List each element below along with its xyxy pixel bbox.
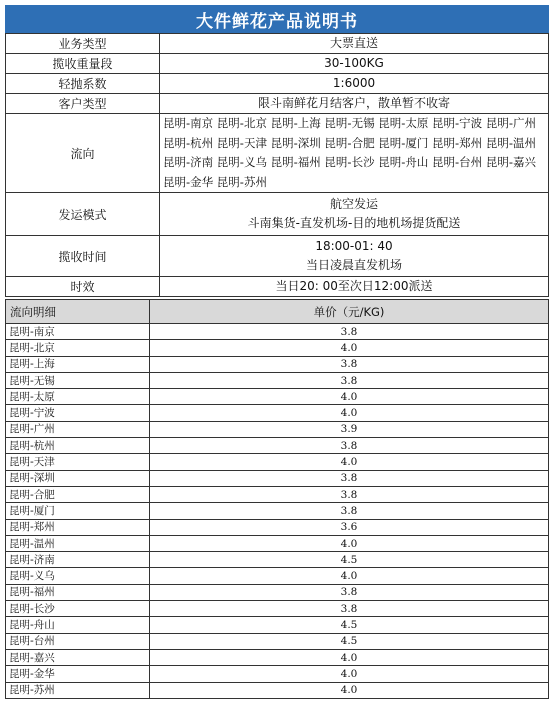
price-cell: 3.8 [150, 584, 549, 600]
table-row [6, 617, 549, 633]
business-type-value: 大票直送 [160, 34, 549, 54]
price-cell: 4.0 [150, 535, 549, 551]
price-cell: 4.5 [150, 633, 549, 649]
document-title: 大件鲜花产品说明书 [5, 5, 549, 33]
table-row [6, 486, 549, 502]
volume-ratio-label: 轻抛系数 [6, 74, 160, 94]
customer-type-label: 客户类型 [6, 94, 160, 114]
route-cell: 昆明-长沙 [6, 601, 150, 617]
pickup-time-line2: 当日凌晨直发机场 [305, 258, 402, 273]
price-cell: 4.0 [150, 454, 549, 470]
table-row [6, 601, 549, 617]
row-customer-type [6, 94, 549, 114]
header-route: 流向明细 [6, 300, 150, 324]
route-cell: 昆明-台州 [6, 633, 150, 649]
pickup-time-value [160, 236, 549, 277]
route-cell: 昆明-福州 [6, 584, 150, 600]
price-cell: 3.6 [150, 519, 549, 535]
table-row [6, 470, 549, 486]
table-row [6, 535, 549, 551]
price-cell: 4.0 [150, 389, 549, 405]
shipping-mode-label: 发运模式 [6, 193, 160, 236]
table-row [6, 552, 549, 568]
rate-table-header [6, 300, 549, 324]
table-row [6, 649, 549, 665]
price-cell: 4.0 [150, 682, 549, 698]
header-price: 单价（元/KG) [150, 300, 549, 324]
price-cell: 4.5 [150, 552, 549, 568]
weight-range-value: 30-100KG [160, 54, 549, 74]
route-cell: 昆明-宁波 [6, 405, 150, 421]
product-info-table [5, 33, 549, 297]
row-shipping-mode [6, 193, 549, 236]
table-row [6, 438, 549, 454]
row-weight-range [6, 54, 549, 74]
price-cell: 4.5 [150, 617, 549, 633]
row-pickup-time [6, 236, 549, 277]
table-row [6, 454, 549, 470]
route-cell: 昆明-太原 [6, 389, 150, 405]
table-row [6, 666, 549, 682]
route-cell: 昆明-金华 [6, 666, 150, 682]
table-row [6, 568, 549, 584]
price-cell: 4.0 [150, 649, 549, 665]
price-cell: 3.8 [150, 486, 549, 502]
table-row [6, 682, 549, 698]
route-cell: 昆明-苏州 [6, 682, 150, 698]
volume-ratio-value: 1:6000 [160, 74, 549, 94]
price-cell: 4.0 [150, 568, 549, 584]
table-row [6, 519, 549, 535]
shipping-mode-line1: 航空发运 [329, 197, 378, 212]
table-row [6, 584, 549, 600]
route-cell: 昆明-无锡 [6, 372, 150, 388]
route-cell: 昆明-合肥 [6, 486, 150, 502]
timeliness-label: 时效 [6, 277, 160, 297]
price-cell: 4.0 [150, 340, 549, 356]
route-cell: 昆明-北京 [6, 340, 150, 356]
route-cell: 昆明-济南 [6, 552, 150, 568]
route-cell: 昆明-杭州 [6, 438, 150, 454]
price-cell: 4.0 [150, 666, 549, 682]
price-cell: 3.8 [150, 438, 549, 454]
route-cell: 昆明-温州 [6, 535, 150, 551]
timeliness-value: 当日20: 00至次日12:00派送 [160, 277, 549, 297]
price-cell: 4.0 [150, 405, 549, 421]
weight-range-label: 揽收重量段 [6, 54, 160, 74]
price-cell: 3.8 [150, 601, 549, 617]
table-row [6, 340, 549, 356]
customer-type-value: 限斗南鲜花月结客户，散单暂不收寄 [160, 94, 549, 114]
price-cell: 3.8 [150, 503, 549, 519]
route-cell: 昆明-义乌 [6, 568, 150, 584]
price-cell: 3.9 [150, 421, 549, 437]
table-row [6, 633, 549, 649]
rate-table-body [6, 324, 549, 699]
price-cell: 3.8 [150, 470, 549, 486]
table-row [6, 503, 549, 519]
price-cell: 3.8 [150, 372, 549, 388]
route-cell: 昆明-嘉兴 [6, 649, 150, 665]
pickup-time-line1: 18:00-01: 40 [315, 239, 393, 254]
table-row [6, 421, 549, 437]
route-cell: 昆明-广州 [6, 421, 150, 437]
row-timeliness [6, 277, 549, 297]
business-type-label: 业务类型 [6, 34, 160, 54]
route-cell: 昆明-深圳 [6, 470, 150, 486]
route-cell: 昆明-厦门 [6, 503, 150, 519]
price-cell: 3.8 [150, 324, 549, 340]
shipping-mode-value [160, 193, 549, 236]
flow-value: 昆明-南京 昆明-北京 昆明-上海 昆明-无锡 昆明-太原 昆明-宁波 昆明-广州 昆明-杭州 昆明-天津 昆明-深圳 昆明-合肥 昆明-厦门 昆明-郑州 昆明-温州 昆明-济南 昆明-义乌 昆明-福州 昆明-长沙 昆明-舟山 昆明-台州 昆明-嘉兴 昆明-金华 昆明-苏州 [160, 114, 549, 193]
price-cell: 3.8 [150, 356, 549, 372]
route-cell: 昆明-天津 [6, 454, 150, 470]
table-row [6, 372, 549, 388]
table-row [6, 324, 549, 340]
route-cell: 昆明-上海 [6, 356, 150, 372]
rate-table [5, 299, 549, 699]
shipping-mode-line2: 斗南集货-直发机场-目的地机场提货配送 [247, 216, 461, 231]
route-cell: 昆明-舟山 [6, 617, 150, 633]
row-flow [6, 114, 549, 193]
route-cell: 昆明-郑州 [6, 519, 150, 535]
flow-label: 流向 [6, 114, 160, 193]
table-row [6, 405, 549, 421]
table-row [6, 356, 549, 372]
row-volume-ratio [6, 74, 549, 94]
pickup-time-label: 揽收时间 [6, 236, 160, 277]
table-row [6, 389, 549, 405]
route-cell: 昆明-南京 [6, 324, 150, 340]
row-business-type [6, 34, 549, 54]
